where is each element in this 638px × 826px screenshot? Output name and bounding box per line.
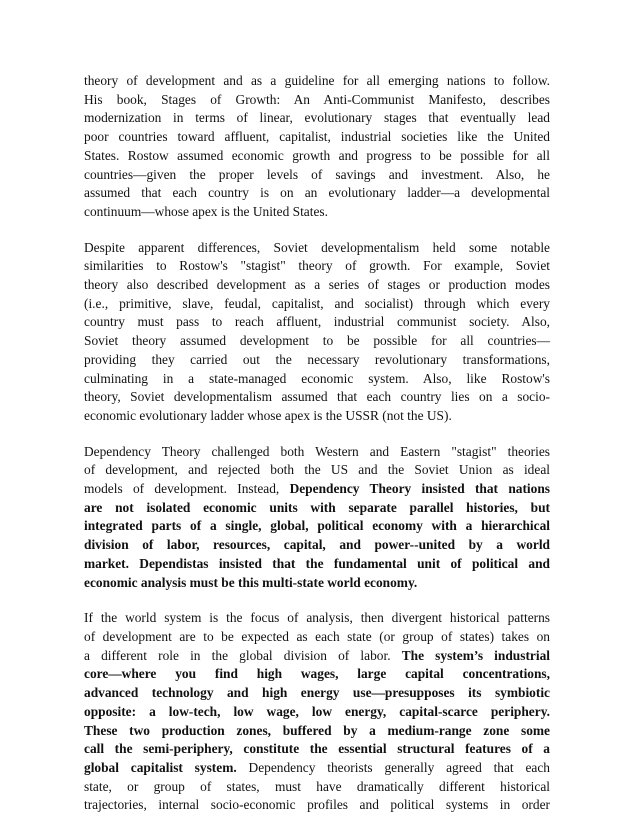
bold-text: advanced technology and high energy use—presupposes its symbiotic xyxy=(84,685,550,701)
text-run: continuum—whose apex is the United States. xyxy=(84,203,328,219)
text-line xyxy=(84,778,550,797)
bold-text: core—where you find high wages, large capital concentrations, xyxy=(84,666,550,682)
text-line xyxy=(84,443,550,462)
text-line xyxy=(84,370,550,389)
text-line xyxy=(84,91,550,110)
text-line xyxy=(84,295,550,314)
document-page xyxy=(84,72,550,815)
text-run: Dependency theorists generally agreed that each xyxy=(236,759,550,775)
text-line xyxy=(84,480,550,499)
text-line xyxy=(84,647,550,666)
text-run: countries—given the proper levels of savings and investment. Also, he xyxy=(84,166,550,182)
text-line xyxy=(84,407,550,426)
text-line xyxy=(84,313,550,332)
text-line xyxy=(84,555,550,574)
text-line xyxy=(84,517,550,536)
text-run: theory, Soviet developmentalism assumed that each country lies on a socio- xyxy=(84,389,550,405)
bold-text: call the semi-periphery, constitute the essential structural features of a xyxy=(84,741,550,757)
text-run: state, or group of states, must have dramatically different historical xyxy=(84,778,550,794)
text-line xyxy=(84,276,550,295)
text-line xyxy=(84,665,550,684)
text-run: States. Rostow assumed economic growth and progress to be possible for all xyxy=(84,147,550,163)
text-run: trajectories, internal socio-economic profiles and political systems in order xyxy=(84,797,550,813)
text-run: (i.e., primitive, slave, feudal, capitalist, and socialist) through which every xyxy=(84,295,550,311)
text-line xyxy=(84,72,550,91)
paragraph xyxy=(84,443,550,593)
text-line xyxy=(84,759,550,778)
text-run: His book, Stages of Growth: An Anti-Communist Manifesto, describes xyxy=(84,91,550,107)
text-run: theory of development and as a guideline for all emerging nations to follow. xyxy=(84,73,550,88)
text-run: providing they carried out the necessary revolutionary transformations, xyxy=(84,351,550,367)
text-run: Dependency Theory challenged both Western and Eastern "stagist" theories xyxy=(84,443,550,459)
bold-text: economic analysis must be this multi-state world economy. xyxy=(84,574,418,590)
paragraph xyxy=(84,609,550,815)
text-line xyxy=(84,740,550,759)
text-line xyxy=(84,628,550,647)
text-line xyxy=(84,574,550,593)
text-run: a different role in the global division of labor. xyxy=(84,647,402,663)
text-line xyxy=(84,461,550,480)
text-line xyxy=(84,109,550,128)
bold-text: The system’s industrial xyxy=(401,647,550,663)
text-run: If the world system is the focus of analysis, then divergent historical patterns xyxy=(84,610,550,626)
text-run: theory also described development as a series of stages or production modes xyxy=(84,277,550,293)
text-line xyxy=(84,257,550,276)
text-line xyxy=(84,166,550,185)
text-line xyxy=(84,239,550,258)
bold-text: integrated parts of a single, global, political economy with a hierarchical xyxy=(84,518,550,534)
text-line xyxy=(84,796,550,815)
bold-text: division of labor, resources, capital, and power--united by a world xyxy=(84,537,550,553)
text-line xyxy=(84,128,550,147)
text-run: country must pass to reach affluent, industrial communist society. Also, xyxy=(84,314,550,330)
bold-text: Dependency Theory insisted that nations xyxy=(289,481,550,497)
text-line xyxy=(84,536,550,555)
text-run: poor countries toward affluent, capitalist, industrial societies like the United xyxy=(84,129,550,145)
text-line xyxy=(84,684,550,703)
text-line xyxy=(84,609,550,628)
bold-text: opposite: a low-tech, low wage, low energy, capital-scarce periphery. xyxy=(84,703,550,719)
text-run: economic evolutionary ladder whose apex is the USSR (not the US). xyxy=(84,407,452,423)
text-line xyxy=(84,499,550,518)
text-run: Soviet theory assumed development to be possible for all countries— xyxy=(84,333,550,349)
text-run: similarities to Rostow's "stagist" theory of growth. For example, Soviet xyxy=(84,258,550,274)
text-line xyxy=(84,388,550,407)
text-run: modernization in terms of linear, evolutionary stages that eventually lead xyxy=(84,110,550,126)
text-run: Despite apparent differences, Soviet developmentalism held some notable xyxy=(84,239,550,255)
text-run: culminating in a state-managed economic system. Also, like Rostow's xyxy=(84,370,550,386)
text-line xyxy=(84,203,550,222)
text-line xyxy=(84,703,550,722)
text-run: assumed that each country is on an evolutionary ladder—a developmental xyxy=(84,185,550,201)
text-line xyxy=(84,722,550,741)
bold-text: are not isolated economic units with separate parallel histories, but xyxy=(84,499,550,515)
text-run: of development are to be expected as each state (or group of states) takes on xyxy=(84,628,550,644)
text-line xyxy=(84,147,550,166)
text-run: models of development. Instead, xyxy=(84,481,290,497)
text-run: of development, and rejected both the US and the Soviet Union as ideal xyxy=(84,462,550,478)
bold-text: market. Dependistas insisted that the fundamental unit of political and xyxy=(84,555,550,571)
text-line xyxy=(84,332,550,351)
text-line xyxy=(84,351,550,370)
bold-text: global capitalist system. xyxy=(84,759,237,775)
paragraph xyxy=(84,239,550,426)
bold-text: These two production zones, buffered by a medium-range zone some xyxy=(84,722,550,738)
paragraph xyxy=(84,72,550,222)
text-line xyxy=(84,184,550,203)
